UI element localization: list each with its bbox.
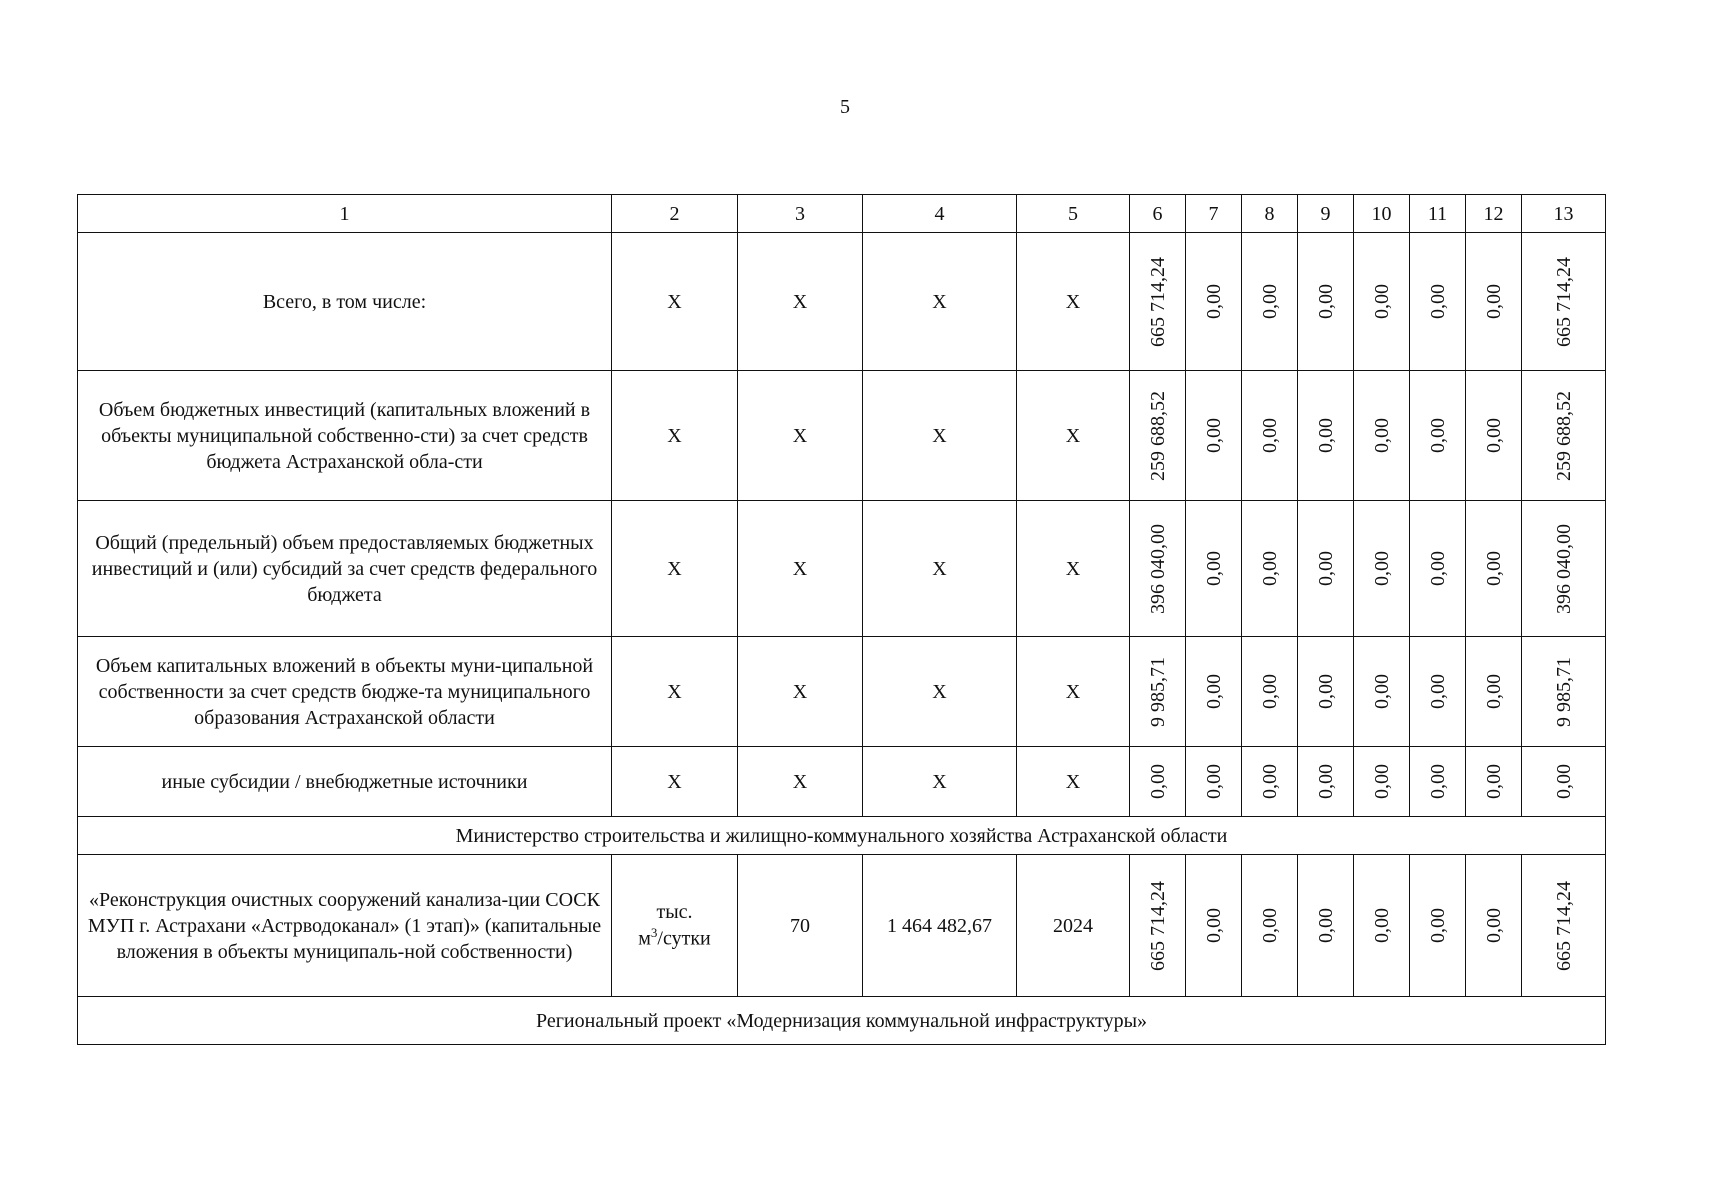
cell-col11 [1410, 371, 1466, 501]
cell-col4: X [863, 637, 1017, 747]
cell-col12 [1466, 501, 1522, 637]
section-title: Министерство строительства и жилищно-коммунального хозяйства Астраханской области [78, 817, 1606, 855]
value-col9: 0,00 [1314, 418, 1337, 453]
value-col12: 0,00 [1482, 674, 1505, 709]
cell-col5: X [1017, 233, 1130, 371]
cell-col8 [1242, 747, 1298, 817]
cell-col6 [1130, 501, 1186, 637]
column-header: 1 [78, 195, 612, 233]
cell-col8 [1242, 855, 1298, 997]
unit-m: м [638, 927, 651, 950]
value-col12: 0,00 [1482, 284, 1505, 319]
section-row-regional-project [78, 997, 1606, 1045]
value-col12: 0,00 [1482, 908, 1505, 943]
column-header: 7 [1186, 195, 1242, 233]
table-row-other-sources [78, 747, 1606, 817]
value-col6: 259 688,52 [1146, 390, 1169, 481]
value-col7: 0,00 [1202, 551, 1225, 586]
value-col7: 0,00 [1202, 764, 1225, 799]
cell-unit [612, 855, 738, 997]
cell-col6 [1130, 855, 1186, 997]
value-col8: 0,00 [1258, 284, 1281, 319]
value-col6: 665 714,24 [1146, 880, 1169, 971]
cell-col12 [1466, 747, 1522, 817]
value-col7: 0,00 [1202, 908, 1225, 943]
cell-col6 [1130, 233, 1186, 371]
column-header: 11 [1410, 195, 1466, 233]
column-header: 13 [1522, 195, 1606, 233]
unit-superscript: 3 [650, 925, 658, 941]
cell-col4: X [863, 233, 1017, 371]
cell-col9 [1298, 371, 1354, 501]
table-row-total [78, 233, 1606, 371]
value-col11: 0,00 [1426, 284, 1449, 319]
cell-col10 [1354, 371, 1410, 501]
cell-col11 [1410, 747, 1466, 817]
cell-col4: X [863, 747, 1017, 817]
value-col12: 0,00 [1482, 418, 1505, 453]
cell-col11 [1410, 855, 1466, 997]
value-col11: 0,00 [1426, 674, 1449, 709]
cell-col3: X [738, 637, 863, 747]
value-col7: 0,00 [1202, 418, 1225, 453]
page-number: 5 [840, 96, 850, 118]
row-label: Объем бюджетных инвестиций (капитальных вложений в объекты муниципальной собственно-сти) за счет средств бюджета Астраханской обла-сти [78, 371, 612, 501]
cell-col12 [1466, 855, 1522, 997]
cell-col3: X [738, 233, 863, 371]
table-row-municipal-budget [78, 637, 1606, 747]
row-label: иные субсидии / внебюджетные источники [78, 747, 612, 817]
value-col9: 0,00 [1314, 908, 1337, 943]
cell-col10 [1354, 855, 1410, 997]
value-col13: 665 714,24 [1552, 256, 1575, 347]
cell-col10 [1354, 501, 1410, 637]
cell-col9 [1298, 233, 1354, 371]
value-col10: 0,00 [1370, 764, 1393, 799]
row-label: Всего, в том числе: [78, 233, 612, 371]
unit-per-day: /сутки [657, 927, 711, 950]
cell-col10 [1354, 233, 1410, 371]
cell-col3: X [738, 501, 863, 637]
cell-col12 [1466, 371, 1522, 501]
value-col10: 0,00 [1370, 418, 1393, 453]
cell-col6 [1130, 747, 1186, 817]
row-label: Объем капитальных вложений в объекты муни-ципальной собственности за счет средств бюдже-та муниципального образования Астраханской области [78, 637, 612, 747]
cell-col2: X [612, 501, 738, 637]
row-label: Общий (предельный) объем предоставляемых бюджетных инвестиций и (или) субсидий за счет средств федерального бюджета [78, 501, 612, 637]
column-header: 6 [1130, 195, 1186, 233]
table-row-object [78, 855, 1606, 997]
value-col10: 0,00 [1370, 551, 1393, 586]
value-col10: 0,00 [1370, 284, 1393, 319]
value-col13: 396 040,00 [1552, 523, 1575, 614]
cell-col6 [1130, 637, 1186, 747]
cell-col5: X [1017, 501, 1130, 637]
cell-col7 [1186, 637, 1242, 747]
value-col10: 0,00 [1370, 908, 1393, 943]
value-col8: 0,00 [1258, 674, 1281, 709]
value-col7: 0,00 [1202, 284, 1225, 319]
budget-table [77, 194, 1606, 1045]
column-header: 8 [1242, 195, 1298, 233]
value-col11: 0,00 [1426, 551, 1449, 586]
table-row-regional-budget [78, 371, 1606, 501]
section-row-ministry [78, 817, 1606, 855]
cell-col7 [1186, 747, 1242, 817]
cell-col2: X [612, 747, 738, 817]
value-col8: 0,00 [1258, 418, 1281, 453]
value-col12: 0,00 [1482, 551, 1505, 586]
cell-col2: X [612, 233, 738, 371]
cell-col5: X [1017, 747, 1130, 817]
value-col12: 0,00 [1482, 764, 1505, 799]
cell-col10 [1354, 637, 1410, 747]
value-col9: 0,00 [1314, 764, 1337, 799]
value-col6: 0,00 [1146, 764, 1169, 799]
column-header: 2 [612, 195, 738, 233]
cell-col13 [1522, 233, 1606, 371]
cell-col8 [1242, 637, 1298, 747]
cell-col4: X [863, 501, 1017, 637]
column-header: 5 [1017, 195, 1130, 233]
cell-col13 [1522, 371, 1606, 501]
header-row [78, 195, 1606, 233]
value-col8: 0,00 [1258, 551, 1281, 586]
value-col6: 665 714,24 [1146, 256, 1169, 347]
cell-col3: X [738, 747, 863, 817]
cell-col11 [1410, 637, 1466, 747]
cell-col8 [1242, 233, 1298, 371]
cell-col7 [1186, 501, 1242, 637]
value-col6: 396 040,00 [1146, 523, 1169, 614]
cell-year: 2024 [1017, 855, 1130, 997]
cell-col2: X [612, 371, 738, 501]
cell-capacity: 70 [738, 855, 863, 997]
table-row-federal-budget [78, 501, 1606, 637]
cell-col7 [1186, 371, 1242, 501]
value-col6: 9 985,71 [1146, 656, 1169, 727]
column-header: 9 [1298, 195, 1354, 233]
value-col13: 0,00 [1552, 764, 1575, 799]
value-col8: 0,00 [1258, 764, 1281, 799]
column-header: 12 [1466, 195, 1522, 233]
value-col13: 259 688,52 [1552, 390, 1575, 481]
cell-col5: X [1017, 371, 1130, 501]
unit-line1: тыс. [656, 901, 693, 924]
value-col11: 0,00 [1426, 764, 1449, 799]
column-header: 3 [738, 195, 863, 233]
cell-col12 [1466, 233, 1522, 371]
cell-col4: X [863, 371, 1017, 501]
cell-col13 [1522, 637, 1606, 747]
cell-col6 [1130, 371, 1186, 501]
cell-col11 [1410, 501, 1466, 637]
value-col7: 0,00 [1202, 674, 1225, 709]
cell-col12 [1466, 637, 1522, 747]
unit-line2 [612, 925, 737, 952]
cell-col2: X [612, 637, 738, 747]
cell-col8 [1242, 371, 1298, 501]
cell-col13 [1522, 855, 1606, 997]
cell-col11 [1410, 233, 1466, 371]
value-col9: 0,00 [1314, 551, 1337, 586]
cell-col9 [1298, 855, 1354, 997]
cell-col7 [1186, 855, 1242, 997]
value-col9: 0,00 [1314, 284, 1337, 319]
cell-col8 [1242, 501, 1298, 637]
cell-col13 [1522, 747, 1606, 817]
section-title: Региональный проект «Модернизация коммунальной инфраструктуры» [78, 997, 1606, 1045]
cell-col3: X [738, 371, 863, 501]
cell-col9 [1298, 501, 1354, 637]
value-col8: 0,00 [1258, 908, 1281, 943]
value-col11: 0,00 [1426, 418, 1449, 453]
cell-col5: X [1017, 637, 1130, 747]
value-col10: 0,00 [1370, 674, 1393, 709]
cell-col7 [1186, 233, 1242, 371]
value-col9: 0,00 [1314, 674, 1337, 709]
value-col11: 0,00 [1426, 908, 1449, 943]
cell-col9 [1298, 747, 1354, 817]
cell-estimated-cost: 1 464 482,67 [863, 855, 1017, 997]
object-name: «Реконструкция очистных сооружений канализа-ции СОСК МУП г. Астрахани «Астрводоканал» (1 этап)» (капитальные вложения в объекты муниципаль-ной собственности) [78, 855, 612, 997]
value-col13: 9 985,71 [1552, 656, 1575, 727]
value-col13: 665 714,24 [1552, 880, 1575, 971]
column-header: 4 [863, 195, 1017, 233]
cell-col10 [1354, 747, 1410, 817]
cell-col9 [1298, 637, 1354, 747]
column-header: 10 [1354, 195, 1410, 233]
cell-col13 [1522, 501, 1606, 637]
